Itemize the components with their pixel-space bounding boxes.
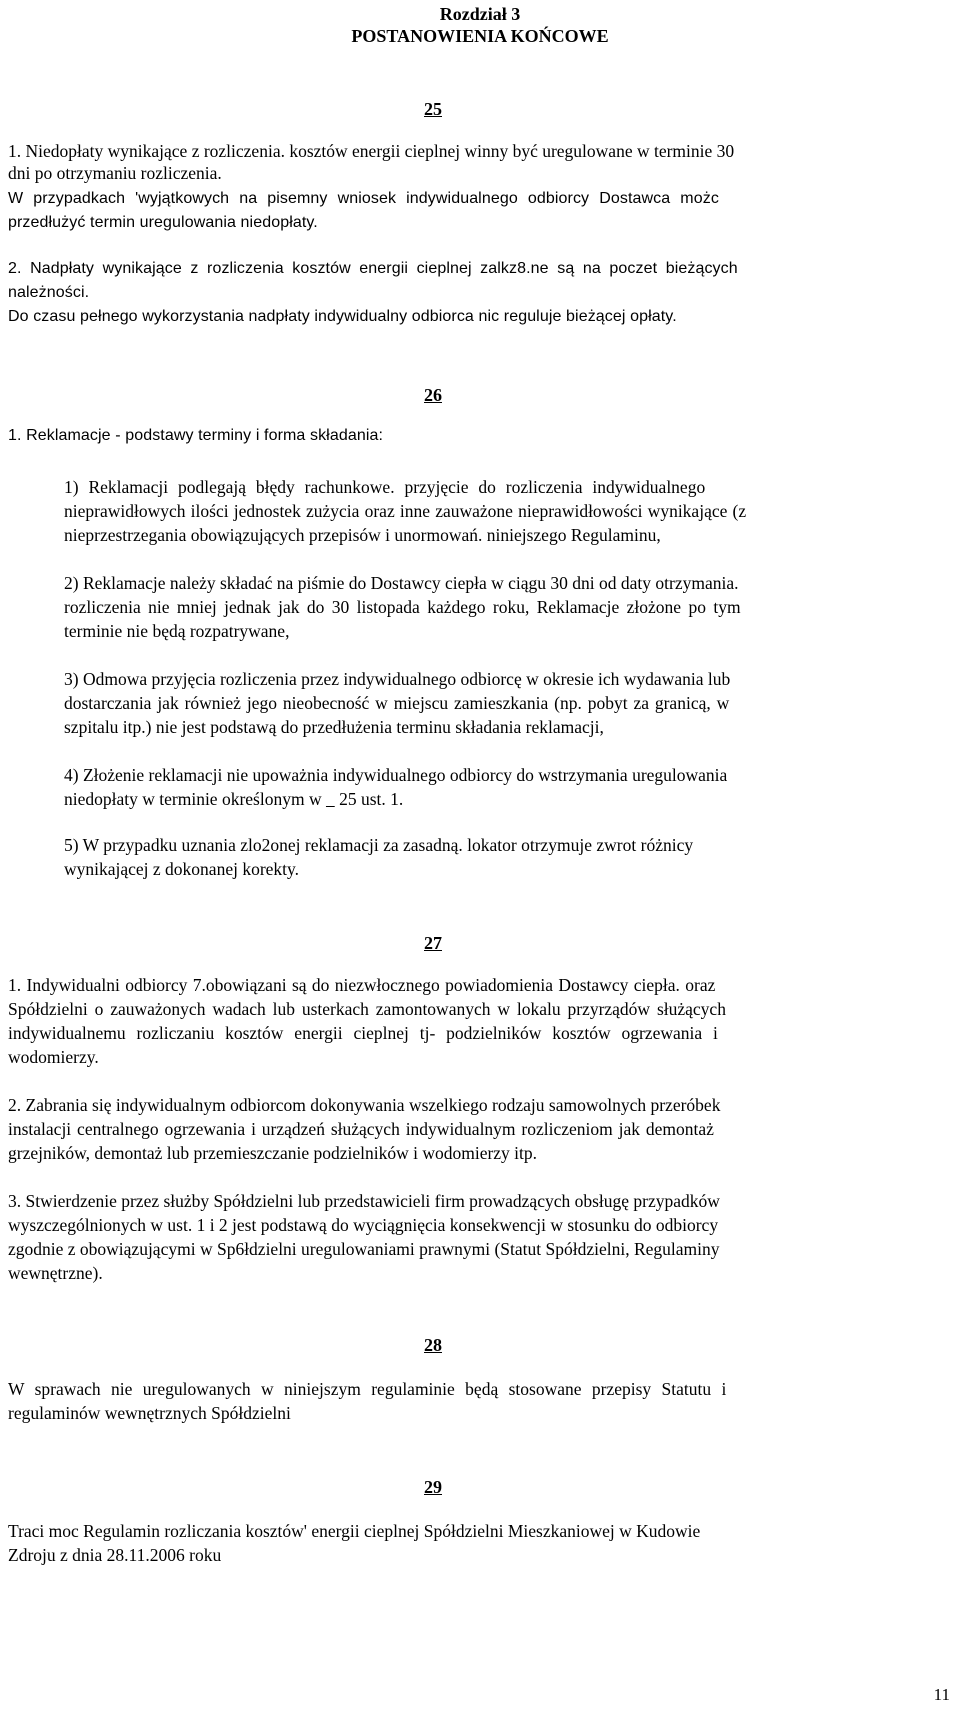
s26-item-line: 2) Reklamacje należy składać na piśmie do Dostawcy ciepła w ciągu 30 dni od daty otrzymania. [64,573,739,593]
s26-item-line: 3) Odmowa przyjęcia rozliczenia przez indywidualnego odbiorcę w okresie ich wydawania lub [64,669,731,689]
s25-line: W przypadkach 'wyjątkowych na pisemny wniosek indywidualnego odbiorcy Dostawca możc [8,190,719,207]
s25-line: przedłużyć termin uregulowania niedopłaty. [8,214,318,231]
s29-line: Zdroju z dnia 28.11.2006 roku [8,1545,222,1565]
s27-line: 1. Indywidualni odbiorcy 7.obowiązani są do niezwłocznego powiadomienia Dostawcy ciepła. oraz [8,975,716,995]
section-25-heading: 25 [424,99,442,119]
s27-line: Spółdzielni o zauważonych wadach lub usterkach zamontowanych w lokalu przyrządów służących [8,999,726,1019]
s27-line: grzejników, demontaż lub przemieszczanie podzielników i wodomierzy itp. [8,1143,538,1163]
s25-line: Do czasu pełnego wykorzystania nadpłaty indywidualny odbiorca nic reguluje bieżącej opłaty. [8,308,677,325]
s26-item-line: 1) Reklamacji podlegają błędy rachunkowe. przyjęcie do rozliczenia indywidualnego [64,477,706,497]
s25-line: 1. Niedopłaty wynikające z rozliczenia. kosztów energii cieplnej winny być uregulowane w terminie 30 [8,141,735,161]
s29-line: Traci moc Regulamin rozliczania kosztów' energii cieplnej Spółdzielni Mieszkaniowej w Kudowie [8,1521,701,1541]
chapter-title: POSTANOWIENIA KOŃCOWE [351,26,609,46]
s27-line: instalacji centralnego ogrzewania i urządzeń służących indywidualnym rozliczeniom jak demontaż [8,1119,714,1139]
page-number: 11 [933,1685,950,1704]
s26-item-line: nieprzestrzegania obowiązujących przepisów i unormowań. niniejszego Regulaminu, [64,525,661,545]
s27-line: 3. Stwierdzenie przez służby Spółdzielni lub przedstawicieli firm prowadzących obsługę przypadków [8,1191,720,1211]
s26-item-line: terminie nie będą rozpatrywane, [64,621,290,641]
s27-line: 2. Zabrania się indywidualnym odbiorcom dokonywania wszelkiego rodzaju samowolnych przeróbek [8,1095,721,1115]
s27-line: wewnętrzne). [8,1263,103,1283]
s26-intro: 1. Reklamacje - podstawy terminy i forma składania: [8,427,384,444]
s27-line: indywidualnemu rozliczaniu kosztów energii cieplnej tj- podzielników kosztów ogrzewania i [8,1023,718,1043]
s26-item-line: niedopłaty w terminie określonym w 25 ust. 1. [64,789,404,809]
section-29-heading: 29 [424,1477,442,1497]
s26-item-line: 4) Złożenie reklamacji nie upoważnia indywidualnego odbiorcy do wstrzymania uregulowania [64,765,728,785]
s28-line: W sprawach nie uregulowanych w niniejszym regulaminie będą stosowane przepisy Statutu i [8,1379,727,1399]
s25-line: należności. [8,284,90,301]
section-26-heading: 26 [424,385,442,405]
chapter-label: Rozdział 3 [439,4,521,24]
s27-line: zgodnie z obowiązującymi w Sp6łdzielni uregulowaniami prawnymi (Statut Spółdzielni, Regulaminy [8,1239,720,1259]
s25-line: dni po otrzymaniu rozliczenia. [8,163,222,183]
s27-line: wyszczególnionych w ust. 1 i 2 jest podstawą do wyciągnięcia konsekwencji w stosunku do odbiorcy [8,1215,719,1235]
s28-line: regulaminów wewnętrznych Spółdzielni [8,1403,291,1423]
section-28-heading: 28 [424,1335,442,1355]
s26-item-line: dostarczania jak również jego nieobecność w miejscu zamieszkania (np. pobyt za granicą, w [64,693,730,713]
s27-line: wodomierzy. [8,1047,99,1067]
s26-item-line: rozliczenia nie mniej jednak jak do 30 listopada każdego roku, Reklamacje złożone po tym [64,597,741,617]
s25-line: 2. Nadpłaty wynikające z rozliczenia kosztów energii cieplnej zalkz8.ne są na poczet bieżących [8,260,738,277]
s26-item-line: nieprawidłowych ilości jednostek zużycia oraz inne zauważone nieprawidłowości wynikające (z [64,501,747,521]
s26-item-line: wynikającej z dokonanej korekty. [64,859,300,879]
section-symbol [326,789,335,809]
s26-item-line: 5) W przypadku uznania zlo2onej reklamacji za zasadną. lokator otrzymuje zwrot różnicy [64,835,694,855]
section-27-heading: 27 [424,933,442,953]
s26-item-line: szpitalu itp.) nie jest podstawą do przedłużenia terminu składania reklamacji, [64,717,604,737]
